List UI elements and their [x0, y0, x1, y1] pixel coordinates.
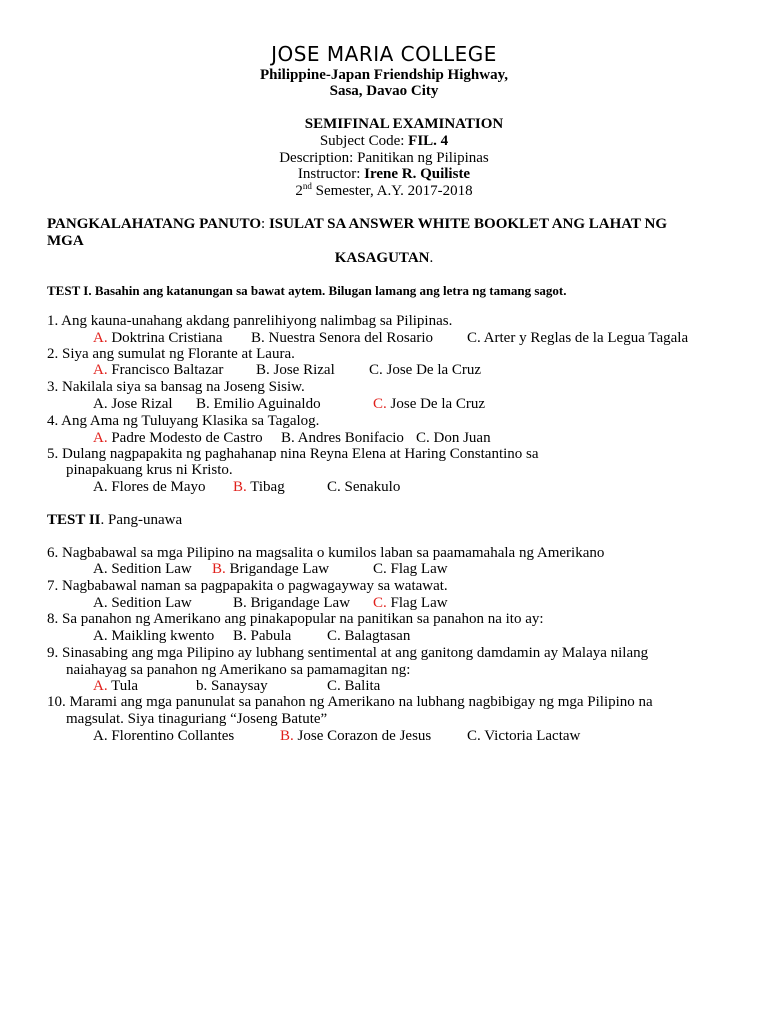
school-name: JOSE MARIA COLLEGE [271, 42, 497, 66]
q7-option-b: B. Brigandage Law [233, 595, 351, 611]
q3-option-b: B. Emilio Aguinaldo [196, 396, 321, 412]
q7-option-a: A. Sedition Law [93, 595, 192, 611]
question-5: 5. Dulang nagpapakita ng paghahanap nina Reyna Elena at Haring Constantino sa [47, 446, 539, 462]
address-line-2: Sasa, Davao City [329, 83, 439, 99]
q2-option-a: A. Francisco Baltazar [93, 362, 224, 378]
q1-option-b: B. Nuestra Senora del Rosario [251, 330, 434, 346]
question-10-cont: magsulat. Siya tinaguriang “Joseng Batute” [66, 711, 328, 727]
q8-option-c: C. Balagtasan [327, 628, 411, 644]
q2-option-b: B. Jose Rizal [256, 362, 335, 378]
exam-title: SEMIFINAL EXAMINATION [304, 116, 504, 132]
q10-option-a: A. Florentino Collantes [93, 728, 235, 744]
question-10: 10. Marami ang mga panunulat sa panahon ng Amerikano na lubhang nagbibigay ng mga Pilipino na [47, 694, 653, 710]
q4-option-b: B. Andres Bonifacio [281, 430, 404, 446]
q6-option-b: B. Brigandage Law [212, 561, 330, 577]
question-8: 8. Sa panahon ng Amerikano ang pinakapopular na panitikan sa panahon na ito ay: [47, 611, 544, 627]
general-instruction: PANGKALAHATANG PANUTO: ISULAT SA ANSWER WHITE BOOKLET ANG LAHAT NG [47, 216, 667, 232]
instructor: Instructor: Irene R. Quiliste [297, 166, 471, 182]
test2-heading: TEST II. Pang-unawa [47, 512, 183, 528]
q4-option-a: A. Padre Modesto de Castro [93, 430, 263, 446]
q4-option-c: C. Don Juan [416, 430, 491, 446]
q1-option-a: A. Doktrina Cristiana [93, 330, 223, 346]
q8-option-b: B. Pabula [233, 628, 292, 644]
q5-option-c: C. Senakulo [327, 479, 401, 495]
q1-option-c: C. Arter y Reglas de la Legua Tagala [467, 330, 689, 346]
test1-heading: TEST I. Basahin ang katanungan sa bawat aytem. Bilugan lamang ang letra ng tamang sagot. [47, 283, 567, 298]
question-6: 6. Nagbabawal sa mga Pilipino na magsalita o kumilos laban sa paamamahala ng Amerikano [47, 545, 605, 561]
description: Description: Panitikan ng Pilipinas [279, 150, 489, 166]
address-line-1: Philippine-Japan Friendship Highway, [260, 67, 508, 83]
question-5-cont: pinapakuang krus ni Kristo. [66, 462, 233, 478]
q7-option-c: C. Flag Law [373, 595, 448, 611]
q9-option-b: b. Sanaysay [196, 678, 268, 694]
q10-option-b: B. Jose Corazon de Jesus [280, 728, 432, 744]
q3-option-c: C. Jose De la Cruz [373, 396, 486, 412]
subject-code: Subject Code: FIL. 4 [319, 133, 449, 149]
general-instruction-end: KASAGUTAN. [334, 250, 434, 266]
q3-option-a: A. Jose Rizal [93, 396, 173, 412]
q5-option-b: B. Tibag [233, 479, 285, 495]
q9-option-a: A. Tula [93, 678, 139, 694]
general-instruction-cont: MGA [47, 233, 84, 249]
q6-option-a: A. Sedition Law [93, 561, 192, 577]
q6-option-c: C. Flag Law [373, 561, 448, 577]
question-1: 1. Ang kauna-unahang akdang panrelihiyong nalimbag sa Pilipinas. [47, 313, 453, 329]
q5-option-a: A. Flores de Mayo [93, 479, 206, 495]
question-3: 3. Nakilala siya sa bansag na Joseng Sisiw. [47, 379, 305, 395]
question-2: 2. Siya ang sumulat ng Florante at Laura. [47, 346, 295, 362]
q9-option-c: C. Balita [327, 678, 381, 694]
question-9-cont: naiahayag sa panahon ng Amerikano sa pamamagitan ng: [66, 662, 411, 678]
q10-option-c: C. Victoria Lactaw [467, 728, 581, 744]
semester: 2nd Semester, A.Y. 2017-2018 [295, 181, 473, 199]
q8-option-a: A. Maikling kwento [93, 628, 215, 644]
question-9: 9. Sinasabing ang mga Pilipino ay lubhang sentimental at ang ganitong damdamin ay Malaya nilang [47, 645, 649, 661]
question-4: 4. Ang Ama ng Tuluyang Klasika sa Tagalog. [47, 413, 320, 429]
question-7: 7. Nagbabawal naman sa pagpapakita o pagwagayway sa watawat. [47, 578, 448, 594]
q2-option-c: C. Jose De la Cruz [369, 362, 482, 378]
